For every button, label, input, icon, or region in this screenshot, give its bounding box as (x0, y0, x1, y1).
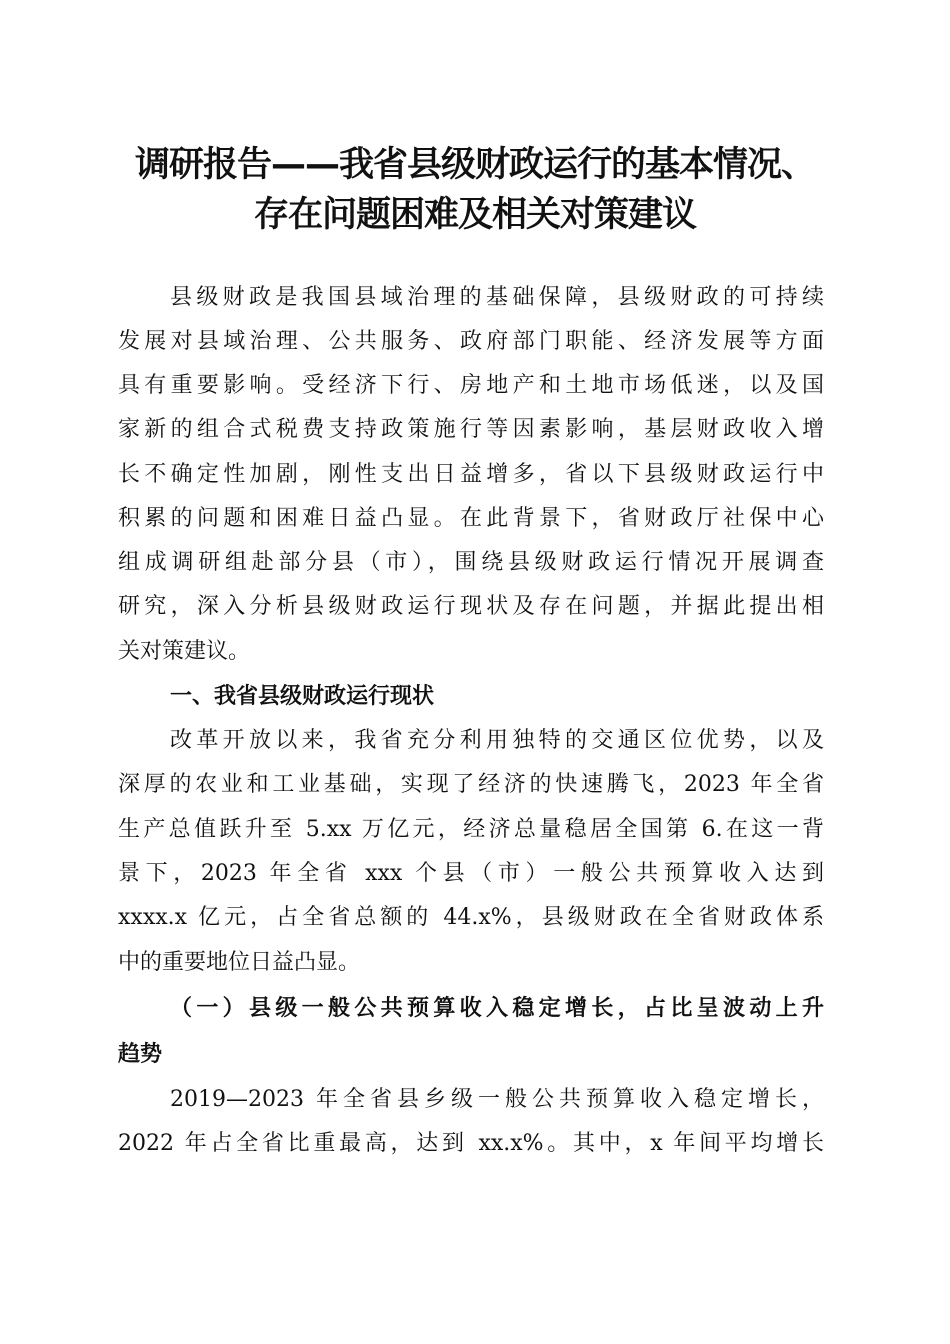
paragraph-3-line-1: 2019—2023 年全省县乡级一般公共预算收入稳定增长， (170, 1087, 824, 1112)
paragraph-1-line-1: 县级财政是我国县域治理的基础保障，县级财政的可持续 (170, 285, 824, 310)
paragraph-2-line-1: 改革开放以来，我省充分利用独特的交通区位优势，以及 (170, 728, 824, 753)
subsection-heading-1-line-1: （一）县级一般公共预算收入稳定增长，占比呈波动上升 (170, 995, 824, 1021)
paragraph-3-line-2: 2022 年占全省比重最高，达到 xx.x%。其中，x 年间平均增长 (118, 1131, 824, 1156)
document-title-line-1: 调研报告——我省县级财政运行的基本情况、 (134, 145, 815, 185)
paragraph-1-line-5: 长不确定性加剧，刚性支出日益增多，省以下县级财政运行中 (118, 462, 824, 487)
paragraph-2-line-2: 深厚的农业和工业基础，实现了经济的快速腾飞，2023 年全省 (118, 772, 824, 797)
paragraph-1-line-2: 发展对县域治理、公共服务、政府部门职能、经济发展等方面 (118, 329, 824, 354)
paragraph-2-line-4: 景下，2023 年全省 xxx 个县（市）一般公共预算收入达到 (118, 861, 824, 886)
paragraph-2-line-5: xxxx.x 亿元，占全省总额的 44.x%，县级财政在全省财政体系 (118, 905, 824, 930)
paragraph-2-line-6: 中的重要地位日益凸显。 (118, 950, 361, 975)
document-title-line-2: 存在问题困难及相关对策建议 (253, 195, 696, 235)
section-heading-1: 一、我省县级财政运行现状 (170, 684, 435, 709)
paragraph-1-line-6: 积累的问题和困难日益凸显。在此背景下，省财政厅社保中心 (118, 506, 824, 531)
paragraph-1-line-3: 具有重要影响。受经济下行、房地产和土地市场低迷，以及国 (118, 373, 824, 398)
paragraph-2-line-3: 生产总值跃升至 5.xx 万亿元，经济总量稳居全国第 6.在这一背 (118, 817, 824, 842)
paragraph-1-line-7: 组成调研组赴部分县（市），围绕县级财政运行情况开展调查 (118, 550, 824, 575)
subsection-heading-1-line-2: 趋势 (118, 1041, 163, 1067)
paragraph-1-line-9: 关对策建议。 (118, 639, 251, 664)
paragraph-1-line-4: 家新的组合式税费支持政策施行等因素影响，基层财政收入增 (118, 417, 824, 442)
paragraph-1-line-8: 研究，深入分析县级财政运行现状及存在问题，并据此提出相 (118, 594, 824, 619)
